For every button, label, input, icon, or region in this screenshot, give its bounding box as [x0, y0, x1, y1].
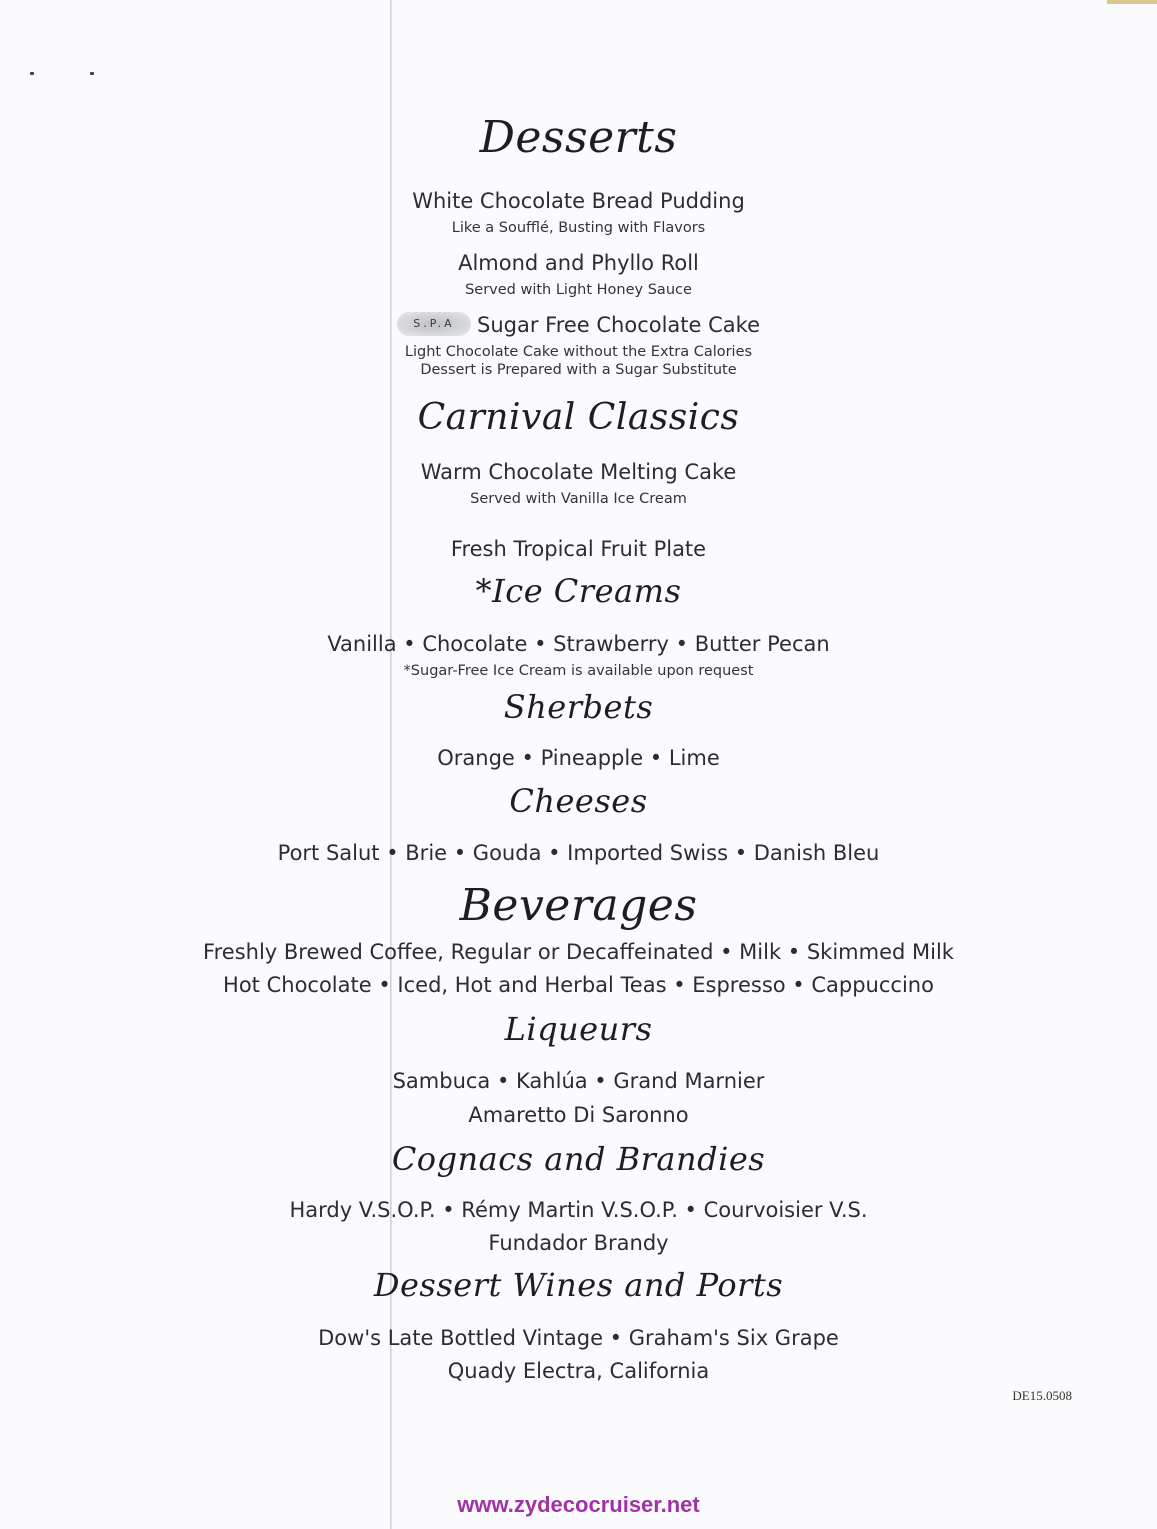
scan-speck [90, 72, 94, 75]
liqueurs-heading: Liqueurs [504, 1010, 653, 1048]
liqueurs-list: Sambuca • Kahlúa • Grand Marnier [392, 1069, 765, 1093]
classic-item-desc: Served with Vanilla Ice Cream [470, 491, 687, 507]
scan-speck [30, 72, 34, 75]
desserts-heading: Desserts [479, 112, 678, 163]
ice-creams-heading: *Ice Creams [475, 572, 682, 610]
classic-item-name: Fresh Tropical Fruit Plate [450, 537, 707, 561]
dessert-item-name: White Chocolate Bread Pudding [412, 189, 745, 213]
dessert-item-name: Almond and Phyllo Roll [458, 251, 699, 275]
beverages-heading: Beverages [459, 880, 698, 931]
menu-code: DE15.0508 [1012, 1388, 1072, 1403]
dessert-item-desc: Like a Soufflé, Busting with Flavors [451, 220, 706, 236]
sherbets-heading: Sherbets [503, 688, 654, 726]
dessert-item-desc: Light Chocolate Cake without the Extra Calories [404, 344, 753, 360]
dessert-item-spa [0, 313, 1157, 338]
ice-creams-note: *Sugar-Free Ice Cream is available upon request [403, 663, 754, 679]
dessert-item-desc: Dessert is Prepared with a Sugar Substitute [420, 362, 737, 378]
cognacs-list: Fundador Brandy [488, 1231, 669, 1255]
wines-heading: Dessert Wines and Ports [373, 1266, 784, 1304]
cheeses-heading: Cheeses [509, 782, 648, 820]
dessert-item-name: Sugar Free Chocolate Cake [477, 313, 760, 337]
watermark-text: www.zydecocruiser.net [457, 1492, 700, 1517]
cognacs-list: Hardy V.S.O.P. • Rémy Martin V.S.O.P. • Courvoisier V.S. [289, 1198, 868, 1222]
dessert-item-desc: Served with Light Honey Sauce [465, 282, 692, 298]
liqueurs-list: Amaretto Di Saronno [468, 1103, 689, 1127]
sherbets-list: Orange • Pineapple • Lime [437, 746, 720, 770]
ice-creams-list: Vanilla • Chocolate • Strawberry • Butter Pecan [327, 632, 830, 656]
beverages-list: Hot Chocolate • Iced, Hot and Herbal Teas • Espresso • Cappuccino [223, 973, 934, 997]
beverages-list: Freshly Brewed Coffee, Regular or Decaffeinated • Milk • Skimmed Milk [203, 940, 954, 964]
cheeses-list: Port Salut • Brie • Gouda • Imported Swiss • Danish Bleu [277, 841, 880, 865]
classics-heading: Carnival Classics [417, 397, 740, 438]
cognacs-heading: Cognacs and Brandies [391, 1140, 766, 1178]
corner-mark [1107, 0, 1157, 4]
wines-list: Quady Electra, California [447, 1359, 710, 1383]
classic-item-name: Warm Chocolate Melting Cake [420, 460, 737, 484]
wines-list: Dow's Late Bottled Vintage • Graham's Six Grape [318, 1326, 839, 1350]
spa-badge-icon: S.P.A [397, 312, 471, 336]
